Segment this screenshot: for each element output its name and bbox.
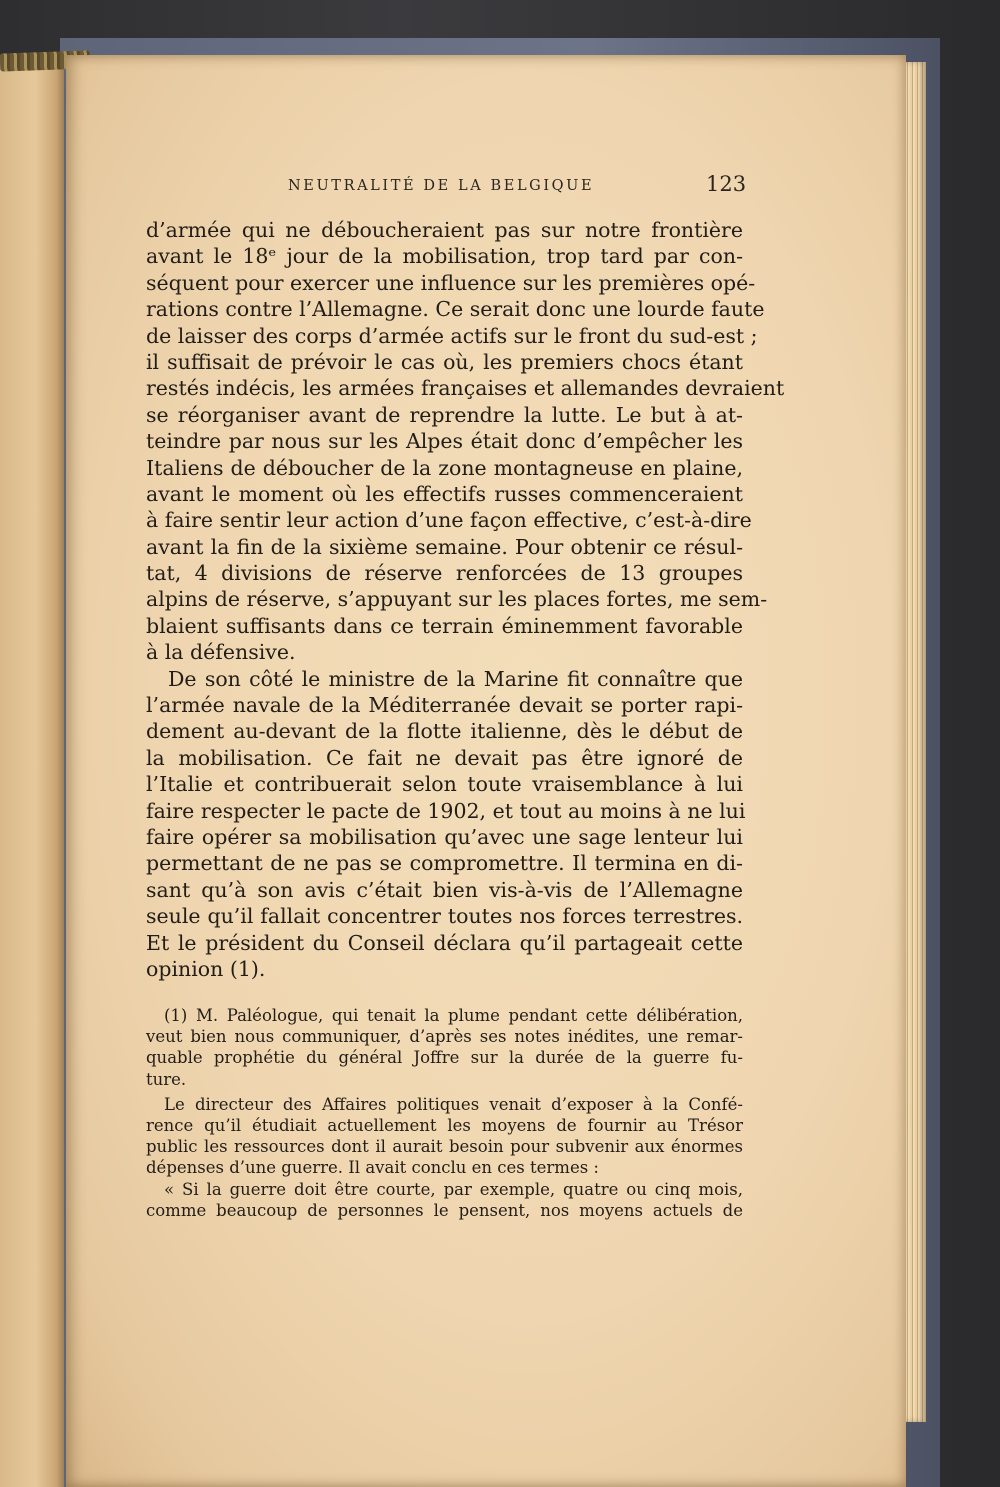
text-line: faire respecter le pacte de 1902, et tout au moins à ne lui bbox=[146, 798, 746, 823]
text-line: permettant de ne pas se compromettre. Il termina en di- bbox=[146, 851, 743, 876]
page-number: 123 bbox=[706, 172, 747, 196]
text-line: teindre par nous sur les Alpes était donc d’empêcher les bbox=[146, 429, 743, 454]
footnote-line: veut bien nous communiquer, d’après ses notes inédites, une remar- bbox=[146, 1027, 743, 1047]
footnote-line: « Si la guerre doit être courte, par exemple, quatre ou cinq mois, bbox=[164, 1179, 743, 1199]
text-line: la mobilisation. Ce fait ne devait pas être ignoré de bbox=[146, 745, 743, 770]
footnote-line: Le directeur des Affaires politiques venait d’exposer à la Confé- bbox=[164, 1094, 743, 1114]
footnote-line: comme beaucoup de personnes le pensent, nos moyens actuels de bbox=[146, 1200, 743, 1220]
text-line: d’armée qui ne déboucheraient pas sur notre frontière bbox=[146, 218, 743, 242]
footnote-line: quable prophétie du général Joffre sur la durée de la guerre fu- bbox=[146, 1048, 743, 1068]
text-line: faire opérer sa mobilisation qu’avec une sage lenteur lui bbox=[146, 824, 743, 849]
footnote bbox=[146, 1005, 743, 1221]
footnote-line: (1) M. Paléologue, qui tenait la plume pendant cette délibération, bbox=[164, 1006, 743, 1025]
text-line: avant le moment où les effectifs russes commenceraient bbox=[146, 481, 743, 506]
text-line: sant qu’à son avis c’était bien vis-à-vis de l’Allemagne bbox=[146, 877, 743, 902]
text-line: à faire sentir leur action d’une façon effective, c’est-à-dire bbox=[146, 508, 752, 533]
text-line: blaient suffisants dans ce terrain éminemment favorable bbox=[146, 613, 743, 638]
text-line: Et le président du Conseil déclara qu’il partageait cette bbox=[146, 930, 743, 955]
text-line: tat, 4 divisions de réserve renforcées de 13 groupes bbox=[146, 561, 743, 586]
footnote-line: dépenses d’une guerre. Il avait conclu en ces termes : bbox=[146, 1158, 599, 1178]
text-line: alpins de réserve, s’appuyant sur les places fortes, me sem- bbox=[146, 587, 768, 612]
footnote-line: public les ressources dont il aurait besoin pour subvenir aux énormes bbox=[146, 1137, 743, 1157]
text-line: opinion (1). bbox=[146, 956, 266, 981]
footnote-line: rence qu’il étudiait actuellement les moyens de fournir au Trésor bbox=[146, 1115, 743, 1135]
text-line: séquent pour exercer une influence sur les premières opé- bbox=[146, 270, 756, 295]
text-line: il suffisait de prévoir le cas où, les premiers chocs étant bbox=[146, 349, 743, 374]
previous-page-edge bbox=[0, 60, 64, 1487]
text-line: restés indécis, les armées françaises et allemandes devraient bbox=[146, 376, 785, 401]
text-line: l’armée navale de la Méditerranée devait se porter rapi- bbox=[146, 693, 743, 718]
text-line: dement au-devant de la flotte italienne, dès le début de bbox=[146, 719, 743, 744]
text-line: à la défensive. bbox=[146, 640, 296, 665]
footnote-line: ture. bbox=[146, 1069, 187, 1089]
text-line: De son côté le ministre de la Marine fit connaître que bbox=[168, 666, 743, 691]
text-line: rations contre l’Allemagne. Ce serait donc une lourde faute bbox=[146, 297, 765, 322]
running-head: NEUTRALITÉ DE LA BELGIQUE bbox=[288, 178, 595, 194]
text-line: seule qu’il fallait concentrer toutes nos forces terrestres. bbox=[146, 904, 743, 929]
text-line: avant la fin de la sixième semaine. Pour obtenir ce résul- bbox=[146, 534, 743, 559]
text-line: avant le 18ᵉ jour de la mobilisation, trop tard par con- bbox=[146, 244, 743, 269]
text-line: de laisser des corps d’armée actifs sur le front du sud-est ; bbox=[146, 323, 758, 348]
text-line: se réorganiser avant de reprendre la lutte. Le but à at- bbox=[146, 402, 743, 427]
text-line: l’Italie et contribuerait selon toute vraisemblance à lui bbox=[146, 772, 743, 797]
main-text bbox=[146, 217, 785, 982]
text-line: Italiens de déboucher de la zone montagneuse en plaine, bbox=[146, 455, 743, 480]
